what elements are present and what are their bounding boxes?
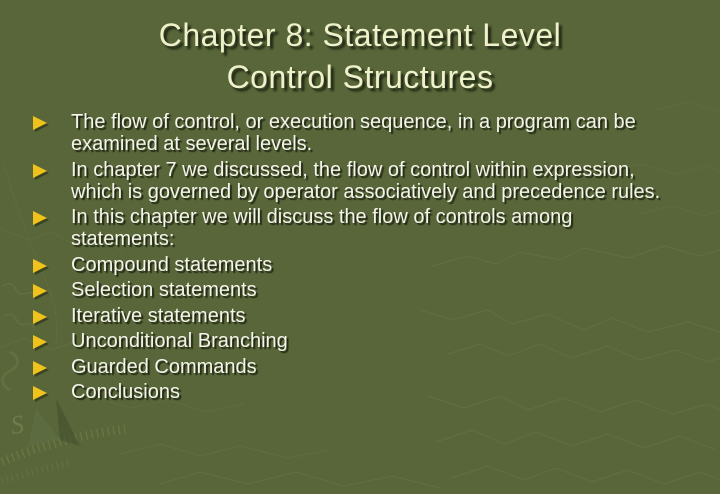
compass-tick-band-2 [0,462,72,484]
bullet-item-selection-statements [30,279,672,301]
bullet-text: Selection statements [71,279,257,301]
compass-south-letter: S [8,409,26,440]
bullet-item-conclusions [30,381,672,403]
right-triangle-icon [33,361,61,375]
slide-title [28,14,692,98]
right-triangle-icon [33,259,61,273]
bullet-text: Compound statements [71,253,273,276]
presentation-slide [0,14,720,494]
title-line-1: Chapter 8: Statement Level [158,17,562,53]
bullet-text: Conclusions [71,381,180,403]
bullet-item-this-chapter [30,206,672,250]
bullet-text: Guarded Commands [71,355,257,378]
bullet-item-compound-statements [30,254,672,276]
bullet-text: Iterative statements [71,304,246,327]
bullet-text: The flow of control, or execution sequence, in a program can be examined at several levels. [71,111,636,155]
bullet-item-unconditional-branching [30,330,672,352]
compass-needle-light [28,408,60,446]
bullet-item-iterative-statements [30,305,672,327]
bullet-item-guarded-commands [30,356,672,378]
bullet-list [30,111,672,403]
slide-content [0,14,720,403]
bullet-text: In chapter 7 we discussed, the flow of control within expression, which is governed by operator associatively and precedence rules. [71,158,661,203]
title-line-2: Control Structures [226,59,494,95]
bullet-text: Unconditional Branching [71,330,288,352]
right-triangle-icon [33,116,61,130]
right-triangle-icon [33,386,61,400]
right-triangle-icon [33,211,61,225]
right-triangle-icon [33,335,61,349]
bullet-item-flow-of-control [30,111,672,155]
bullet-text: In this chapter we will discuss the flow of controls among statements: [71,206,573,250]
right-triangle-icon [33,284,61,298]
right-triangle-icon [33,310,61,324]
bullet-item-chapter-7 [30,159,672,203]
right-triangle-icon [33,164,61,178]
